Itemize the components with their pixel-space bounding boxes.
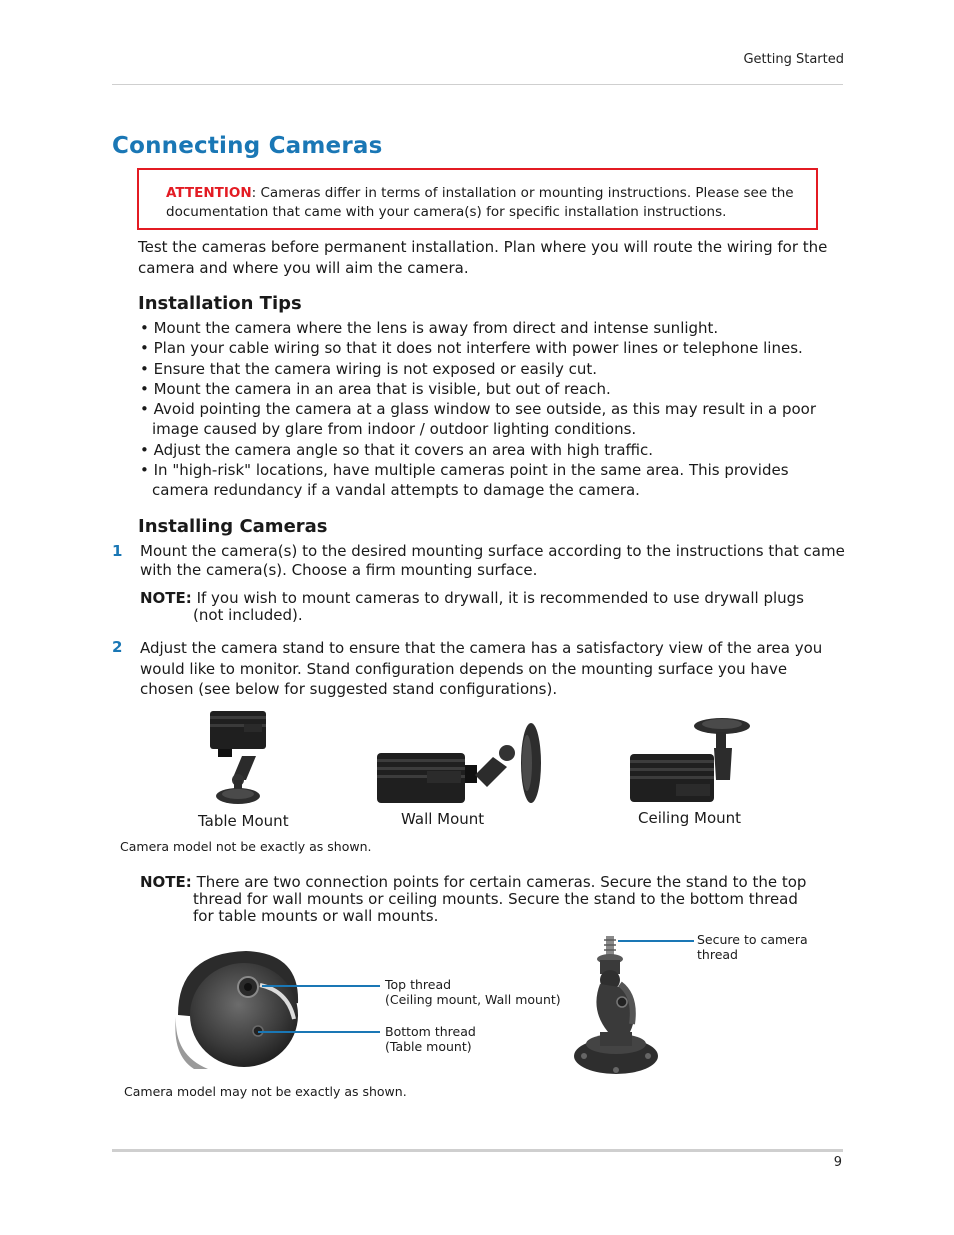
installation-tips-heading: Installation Tips [138,293,302,314]
installing-cameras-heading: Installing Cameras [138,516,328,537]
attention-body: : Cameras differ in terms of installation or mounting instructions. Please see the documentation that came with your camera(s) for specific installation instructions. [166,185,794,220]
note-line: There are two connection points for certain cameras. Secure the stand to the top [191,873,807,891]
tip-item: • Ensure that the camera wiring is not exposed or easily cut. [140,359,598,378]
tip-item: • Mount the camera where the lens is away from direct and intense sunlight. [140,319,719,337]
step-2-number: 2 [112,638,123,656]
attention-label: ATTENTION [166,185,252,201]
ceiling-mount-label: Ceiling Mount [638,809,742,827]
tip-item: • Adjust the camera angle so that it covers an area with high traffic. [140,440,654,459]
intro-paragraph: Test the cameras before permanent installation. Plan where you will route the wiring for the camera and where you will aim the camera. [138,238,828,277]
step-1-number: 1 [112,542,123,560]
note-label: NOTE: [140,589,192,607]
note-connection-points [140,874,840,925]
note-drywall [140,590,830,624]
thread-caption: Camera model may not be exactly as shown. [124,1084,407,1099]
note-line: thread for wall mounts or ceiling mounts. Secure the stand to the bottom thread [193,890,798,908]
note-line: for table mounts or wall mounts. [193,907,439,925]
callout-line: (Table mount) [385,1038,472,1054]
step-2-text: Adjust the camera stand to ensure that the camera has a satisfactory view of the area you would like to monitor. Stand configuration depends on the mounting surface you have chosen (see below for suggested stand configurations). [140,639,823,698]
tip-item: • In "high-risk" locations, have multiple cameras point in the same area. This provides camera redundancy if a vandal attempts to damage the camera. [140,461,789,500]
tip-item: • Mount the camera in an area that is visible, but out of reach. [140,379,611,398]
page-number: 9 [833,1155,842,1170]
table-mount-label: Table Mount [198,812,289,830]
camera-underside-image [168,945,308,1073]
attention-box [137,168,818,230]
tip-item: • Plan your cable wiring so that it does not interfere with power lines or telephone lines. [140,339,803,358]
callout-line: Secure to camera [697,932,808,947]
note-label: NOTE: [140,873,192,891]
note-line: (not included). [193,606,303,624]
secure-thread-leader-line [618,940,694,942]
callout-line: Bottom thread [385,1024,476,1039]
attention-text [166,184,806,222]
page-title: Connecting Cameras [112,133,383,159]
ceiling-mount-camera-image [628,712,752,808]
note-line: If you wish to mount cameras to drywall, it is recommended to use drywall plugs [191,589,804,607]
tip-item: • Avoid pointing the camera at a glass window to see outside, as this may result in a poor image caused by glare from indoor / outdoor lighting conditions. [140,400,816,439]
step-1-text: Mount the camera(s) to the desired mounting surface according to the instructions that came with the camera(s). Choose a firm mounting surface. [140,542,845,579]
installation-tips-list [140,318,845,501]
top-thread-callout [385,978,561,1007]
table-mount-camera-image [200,708,272,808]
callout-line: (Ceiling mount, Wall mount) [385,991,561,1007]
top-thread-leader-line [262,985,380,987]
running-header: Getting Started [743,52,844,67]
mounts-caption: Camera model not be exactly as shown. [120,839,372,854]
footer-divider [112,1149,843,1152]
bottom-thread-callout [385,1025,476,1054]
wall-mount-label: Wall Mount [401,810,485,828]
secure-thread-callout [697,933,808,962]
callout-line: Top thread [385,977,452,992]
header-divider [112,84,843,85]
wall-mount-camera-image [375,715,545,810]
bottom-thread-leader-line [258,1031,380,1033]
camera-stand-image [570,932,670,1080]
callout-line: thread [697,946,738,962]
